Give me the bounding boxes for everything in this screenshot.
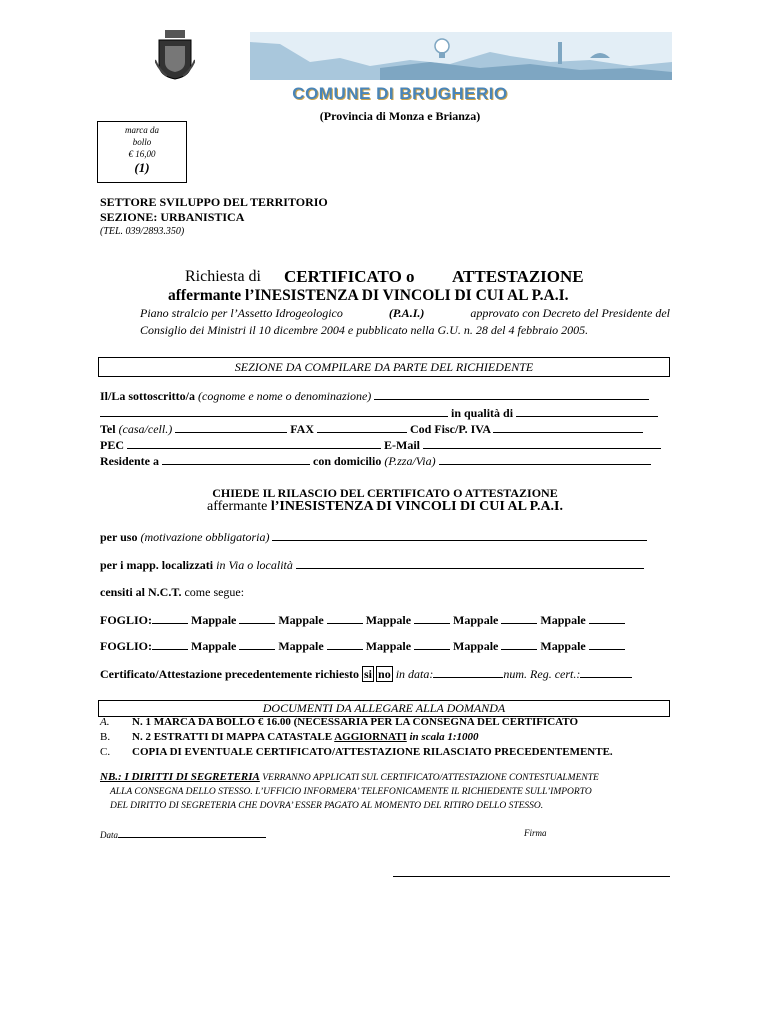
- tel-field[interactable]: [175, 420, 287, 433]
- tax-field[interactable]: [493, 420, 643, 433]
- domicile-hint: (P.zza/Via): [384, 454, 436, 468]
- census-suffix: come segue:: [184, 585, 245, 599]
- parcels-row: [100, 556, 644, 573]
- plan-prefix: Piano stralcio per l’Assetto Idrogeologico: [140, 306, 343, 320]
- skyline-banner: [250, 32, 672, 80]
- parcels-label: per i mapp. localizzati: [100, 558, 214, 572]
- title-prefix: Richiesta di: [185, 268, 261, 285]
- contact-row: [100, 420, 643, 437]
- sheet-row: [100, 637, 625, 654]
- pec-row: [100, 436, 661, 453]
- request-line2-prefix: affermante: [206, 499, 268, 514]
- date-field[interactable]: [118, 828, 266, 838]
- doc-key: A.: [100, 716, 110, 728]
- applicant-section-header: SEZIONE DA COMPILARE DA PARTE DEL RICHIEDENTE: [98, 357, 670, 377]
- plan-abbr: (P.A.I.): [388, 306, 425, 320]
- doc-text-underlined: AGGIORNATI: [334, 731, 407, 743]
- fax-field[interactable]: [317, 420, 407, 433]
- note-line: DEL DIRITTO DI SEGRETERIA CHE DOVRA’ ESSER PAGATO AL MOMENTO DEL RITIRO DELLO STESSO.: [110, 801, 544, 811]
- revenue-stamp-box: [97, 121, 187, 183]
- no-checkbox[interactable]: no: [378, 667, 391, 681]
- parcels-field[interactable]: [296, 556, 644, 569]
- parcel-field[interactable]: [327, 611, 363, 624]
- fax-label: FAX: [290, 422, 314, 436]
- quality-row: [100, 404, 658, 421]
- census-label: censiti al N.C.T.: [100, 585, 182, 599]
- tax-label: Cod Fisc/P. IVA: [410, 422, 491, 436]
- quality-field[interactable]: [516, 404, 658, 417]
- sign-label: Firma: [524, 828, 547, 838]
- parcel-field[interactable]: [589, 637, 625, 650]
- reg-number-field[interactable]: [580, 665, 632, 678]
- sheet-row: [100, 611, 625, 628]
- request-line1: CHIEDE IL RILASCIO DEL CERTIFICATO O ATTESTAZIONE: [212, 486, 558, 500]
- parcel-label: Mappale: [191, 639, 237, 653]
- use-hint: (motivazione obbligatoria): [140, 530, 270, 544]
- previous-label: Certificato/Attestazione precedentemente richiesto: [100, 667, 360, 681]
- doc-text: [132, 731, 479, 743]
- parcel-field[interactable]: [589, 611, 625, 624]
- stamp-line: marca da: [125, 125, 159, 135]
- use-label: per uso: [100, 530, 138, 544]
- parcel-label: Mappale: [365, 639, 412, 653]
- parcel-label: Mappale: [365, 613, 412, 627]
- note-line: ALLA CONSEGNA DELLO STESSO. L’UFFICIO INFORMERA’ TELEFONICAMENTE IL RICHIEDENTE SULL’IMPORTO: [110, 787, 592, 797]
- parcel-field[interactable]: [327, 637, 363, 650]
- tel-label: Tel: [100, 422, 116, 436]
- doc-key: B.: [100, 731, 111, 743]
- use-row: [100, 528, 647, 545]
- undersigned-row: [100, 387, 649, 404]
- date-label: Data: [100, 830, 118, 840]
- residence-row: [100, 452, 651, 469]
- reg-hint: num. Reg. cert.:: [503, 667, 581, 681]
- doc-text-prefix: N. 2 ESTRATTI DI MAPPA CATASTALE: [132, 731, 333, 743]
- phone-label: (TEL. 039/2893.350): [100, 226, 185, 237]
- coat-of-arms-logo: [155, 30, 195, 80]
- title-certificate: CERTIFICATO o: [284, 267, 415, 286]
- email-label: E-Mail: [384, 438, 420, 452]
- parcel-field[interactable]: [239, 611, 275, 624]
- province-label: (Provincia di Monza e Brianza): [319, 109, 481, 123]
- date-hint: in data:: [395, 667, 434, 681]
- parcel-field[interactable]: [239, 637, 275, 650]
- title-attestation: ATTESTAZIONE: [452, 267, 584, 286]
- stamp-line: € 16,00: [128, 149, 156, 159]
- doc-key: C.: [100, 746, 111, 758]
- request-line2-rest: l’INESISTENZA DI VINCOLI DI CUI AL P.A.I.: [270, 499, 564, 514]
- documents-section-header: DOCUMENTI DA ALLEGARE ALLA DOMANDA: [98, 700, 670, 717]
- signature-line[interactable]: [393, 876, 670, 877]
- plan-reference: [140, 305, 670, 339]
- parcel-field[interactable]: [414, 637, 450, 650]
- resident-field[interactable]: [162, 452, 310, 465]
- sector-label: SETTORE SVILUPPO DEL TERRITORIO: [100, 195, 328, 209]
- census-row: [100, 585, 244, 600]
- doc-text: COPIA DI EVENTUALE CERTIFICATO/ATTESTAZIONE RILASCIATO PRECEDENTEMENTE.: [132, 746, 613, 758]
- plan-suffix: approvato con Decreto del Presidente del: [470, 306, 670, 320]
- municipality-name: COMUNE DI BRUGHERIO: [292, 84, 508, 103]
- parcel-field[interactable]: [501, 637, 537, 650]
- pec-label: PEC: [100, 438, 124, 452]
- previous-request-row: [100, 665, 632, 682]
- email-field[interactable]: [423, 436, 661, 449]
- parcel-label: Mappale: [278, 613, 324, 627]
- sheet-label: FOGLIO:: [100, 639, 153, 653]
- pec-field[interactable]: [127, 436, 381, 449]
- use-field[interactable]: [272, 528, 647, 541]
- note-line: VERRANNO APPLICATI SUL CERTIFICATO/ATTESTAZIONE CONTESTUALMENTE: [262, 773, 599, 783]
- doc-text: N. 1 MARCA DA BOLLO € 16.00 (NECESSARIA PER LA CONSEGNA DEL CERTIFICATO: [132, 716, 579, 728]
- parcels-hint: in Via o località: [216, 558, 293, 572]
- undersigned-field[interactable]: [374, 387, 649, 400]
- stamp-line: bollo: [132, 137, 152, 147]
- doc-text-suffix: in scala 1:1000: [409, 731, 479, 743]
- yes-checkbox[interactable]: si: [364, 667, 373, 681]
- parcel-label: Mappale: [191, 613, 237, 627]
- undersigned-field-cont[interactable]: [100, 404, 448, 417]
- plan-line2: Consiglio dei Ministri il 10 dicembre 2004 e pubblicato nella G.U. n. 28 del 4 febbraio 2005.: [140, 323, 589, 337]
- note-label: NB.: I DIRITTI DI SEGRETERIA: [100, 771, 260, 783]
- stamp-note: (1): [134, 160, 150, 175]
- undersigned-hint: (cognome e nome o denominazione): [198, 389, 372, 403]
- sheet-label: FOGLIO:: [100, 613, 153, 627]
- parcel-field[interactable]: [501, 611, 537, 624]
- date-row: [100, 828, 266, 840]
- parcel-label: Mappale: [540, 613, 586, 627]
- tel-hint: (casa/cell.): [118, 422, 173, 436]
- previous-date-field[interactable]: [433, 665, 503, 678]
- parcel-label: Mappale: [453, 613, 499, 627]
- sheet-field[interactable]: [152, 637, 188, 650]
- domicile-field[interactable]: [439, 452, 651, 465]
- parcel-label: Mappale: [540, 639, 586, 653]
- fees-note: [100, 770, 599, 813]
- undersigned-label: Il/La sottoscritto/a: [100, 389, 195, 403]
- request-line2: [100, 499, 670, 515]
- parcel-label: Mappale: [453, 639, 499, 653]
- quality-label: in qualità di: [451, 406, 514, 420]
- parcel-label: Mappale: [278, 639, 324, 653]
- parcel-field[interactable]: [414, 611, 450, 624]
- resident-label: Residente a: [100, 454, 159, 468]
- sheet-field[interactable]: [152, 611, 188, 624]
- domicile-label: con domicilio: [313, 454, 382, 468]
- section-label: SEZIONE: URBANISTICA: [100, 210, 245, 224]
- title-line2: affermante l’INESISTENZA DI VINCOLI DI CUI AL P.A.I.: [168, 287, 569, 304]
